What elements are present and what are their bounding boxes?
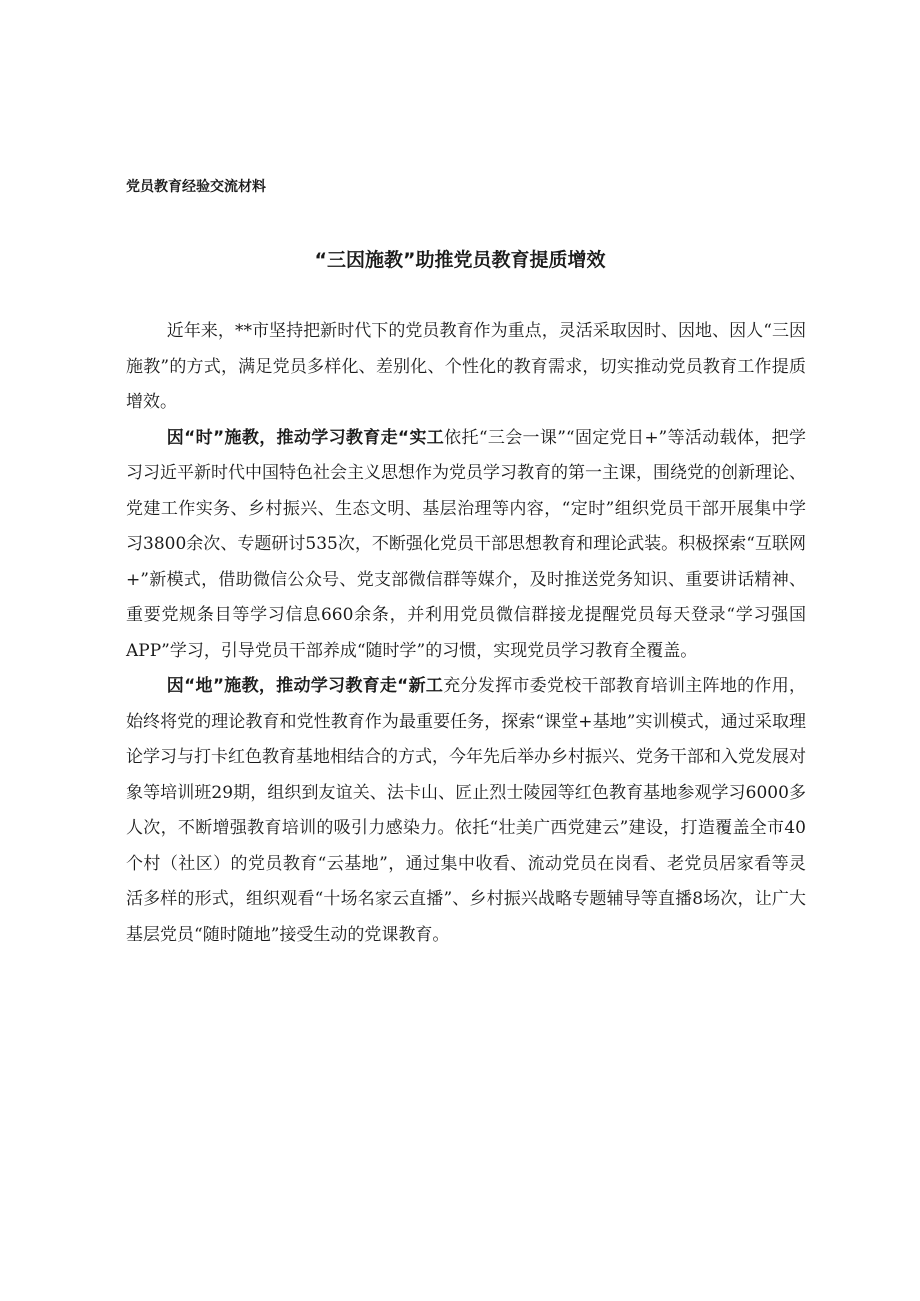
document-title: “三因施教”助推党员教育提质增效: [314, 249, 606, 271]
paragraph-place: [126, 669, 806, 953]
document-body: [126, 314, 806, 953]
paragraph-lead: 因“时”施教，推动学习教育走“实工: [166, 427, 445, 448]
paragraph-text: 近年来，**市坚持把新时代下的党员教育作为重点，灵活采取因时、因地、因人“三因施教”的方式，满足党员多样化、差别化、个性化的教育需求，切实推动党员教育工作提质增效。: [126, 321, 806, 412]
paragraph-text: 充分发挥市委党校干部教育培训主阵地的作用，始终将党的理论教育和党性教育作为最重要任务，探索“课堂+基地”实训模式，通过采取理论学习与打卡红色教育基地相结合的方式，今年先后举办乡村振兴、党务干部和入党发展对象等培训班29期，组织到友谊关、法卡山、匠止烈士陵园等红色教育基地参观学习6000多人次，不断增强教育培训的吸引力感染力。依托“壮美广西党建云”建设，打造覆盖全市40个村（社区）的党员教育“云基地”，通过集中收看、流动党员在岗看、老党员居家看等灵活多样的形式，组织观看“十场名家云直播”、乡村振兴战略专题辅导等直播8场次，让广大基层党员“随时随地”接受生动的党课教育。: [126, 676, 806, 945]
paragraph-time: [126, 421, 806, 670]
paragraph-intro: [126, 314, 806, 421]
paragraph-lead: 因“地”施教，推动学习教育走“新工: [166, 676, 444, 696]
paragraph-text: 依托“三会一课”“固定党日+”等活动载体，把学习习近平新时代中国特色社会主义思想作为党员学习教育的第一主课，围绕党的创新理论、党建工作实务、乡村振兴、生态文明、基层治理等内容，“定时”组织党员干部开展集中学习3800余次、专题研讨535次，不断强化党员干部思想教育和理论武装。积极探索“互联网+”新模式，借助微信公众号、党支部微信群等媒介，及时推送党务知识、重要讲话精神、重要党规条目等学习信息660余条，并利用党员微信群接龙提醒党员每天登录“学习强国APP”学习，引导党员干部养成“随时学”的习惯，实现党员学习教育全覆盖。: [126, 427, 806, 661]
document-label: 党员教育经验交流材料: [126, 179, 266, 195]
